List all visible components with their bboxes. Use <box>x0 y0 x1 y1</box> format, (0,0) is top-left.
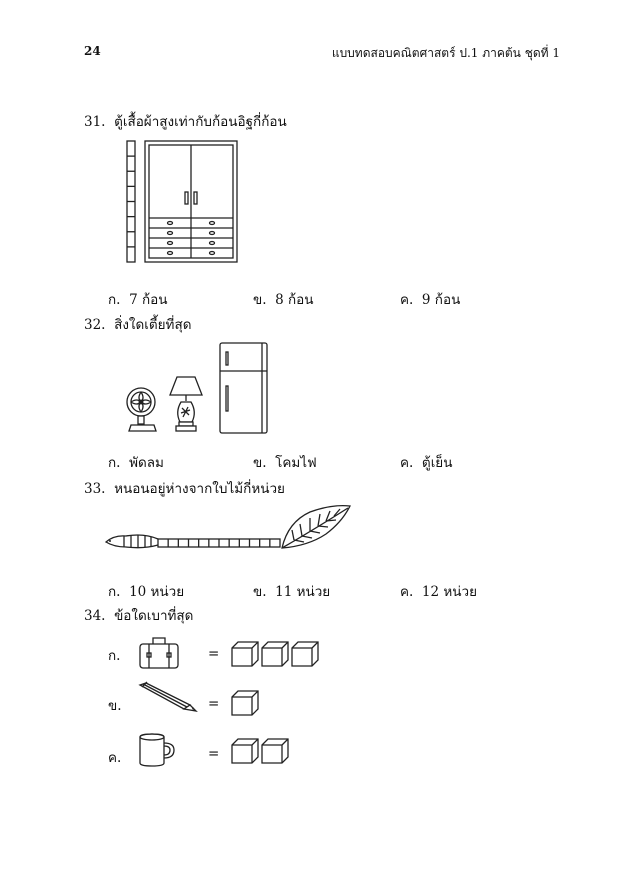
choice-32-c[interactable]: ค. ตู้เย็น <box>400 455 453 471</box>
question-text: ข้อใดเบาที่สุด <box>114 608 194 624</box>
cube-group-a <box>231 641 321 667</box>
fan-icon <box>126 385 158 435</box>
lamp-icon <box>168 375 204 435</box>
question-text: สิ่งใดเตี้ยที่สุด <box>114 317 192 333</box>
choice-32-b[interactable]: ข. โคมไฟ <box>253 455 317 471</box>
suitcase-icon <box>138 636 180 670</box>
leaf-icon <box>280 502 352 552</box>
question-number: 34. <box>84 608 106 624</box>
question-34 <box>84 604 193 626</box>
cube-icon <box>231 738 259 764</box>
question-text: ตู้เสื้อผ้าสูงเท่ากับก้อนอิฐกี่ก้อน <box>114 114 287 130</box>
question-number: 33. <box>84 481 106 497</box>
cube-group-c <box>231 738 291 764</box>
choice-31-a[interactable]: ก. 7 ก้อน <box>108 292 168 308</box>
equals-sign: = <box>208 746 220 762</box>
cube-icon <box>261 641 289 667</box>
question-number: 32. <box>84 317 106 333</box>
pencil-icon <box>136 681 198 713</box>
equals-sign: = <box>208 646 220 662</box>
cube-icon <box>261 738 289 764</box>
equals-sign: = <box>208 696 220 712</box>
cube-icon <box>231 641 259 667</box>
page-header-title: แบบทดสอบคณิตศาสตร์ ป.1 ภาคต้น ชุดที่ 1 <box>331 46 560 60</box>
ruler-units <box>158 538 283 550</box>
choice-32-a[interactable]: ก. พัดลม <box>108 455 164 471</box>
choice-33-c[interactable]: ค. 12 หน่วย <box>400 584 478 600</box>
cube-group-b <box>231 690 261 716</box>
wardrobe-icon <box>144 140 240 264</box>
refrigerator-icon <box>219 342 269 436</box>
cube-icon <box>231 690 259 716</box>
choice-33-b[interactable]: ข. 11 หน่วย <box>253 584 331 600</box>
cube-icon <box>291 641 319 667</box>
question-number: 31. <box>84 114 106 130</box>
choice-31-b[interactable]: ข. 8 ก้อน <box>253 292 314 308</box>
choice-34-c-label[interactable]: ค. <box>108 750 122 766</box>
choice-33-a[interactable]: ก. 10 หน่วย <box>108 584 185 600</box>
page-number: 24 <box>84 44 101 58</box>
worm-icon <box>104 529 164 551</box>
brick-stack-icon <box>126 140 138 264</box>
question-31 <box>84 110 287 132</box>
question-32 <box>84 313 191 335</box>
choice-34-b-label[interactable]: ข. <box>108 698 122 714</box>
question-33 <box>84 477 285 499</box>
choice-31-c[interactable]: ค. 9 ก้อน <box>400 292 461 308</box>
choice-34-a-label[interactable]: ก. <box>108 648 121 664</box>
question-text: หนอนอยู่ห่างจากใบไม้กี่หน่วย <box>114 481 285 497</box>
mug-icon <box>138 733 178 767</box>
